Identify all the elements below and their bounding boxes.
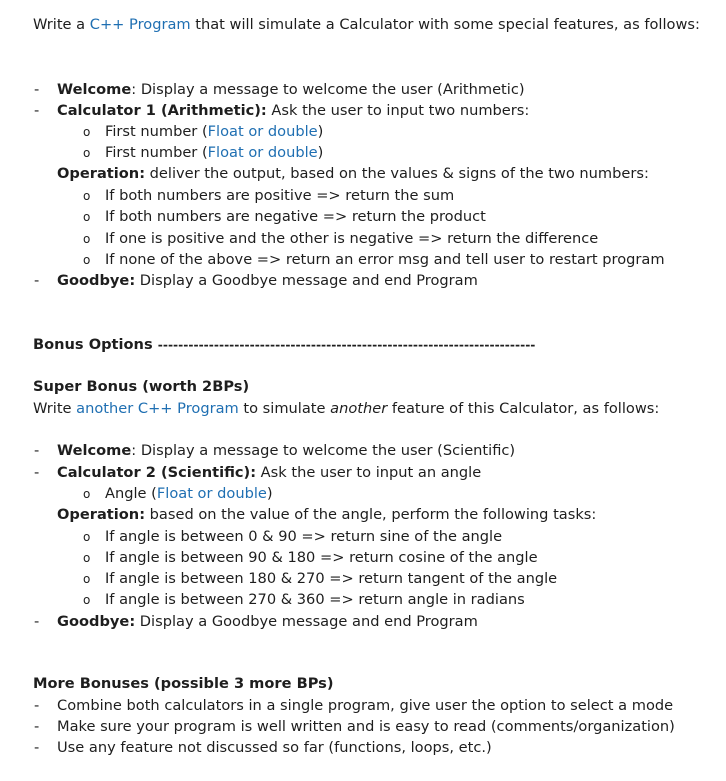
dash-marker: - xyxy=(34,739,40,756)
p2-calc-text: Ask the user to input an angle xyxy=(256,464,482,481)
dash-marker: - xyxy=(34,272,40,289)
intro-link: C++ Program xyxy=(89,16,191,33)
p1-input-1-close: ) xyxy=(317,123,324,140)
p1-goodbye-label: Goodbye: xyxy=(57,272,136,289)
p1-calc xyxy=(57,101,529,121)
p2-welcome-label: Welcome xyxy=(57,442,132,459)
bullet-marker: o xyxy=(83,593,91,607)
bullet-marker: o xyxy=(83,487,91,501)
p2-rule: If angle is between 0 & 90 => return sine of the angle xyxy=(105,528,503,545)
p1-input-1-type: Float or double xyxy=(207,123,318,140)
p1-rule: If both numbers are positive => return the sum xyxy=(105,187,455,204)
super-bonus-heading: Super Bonus (worth 2BPs) xyxy=(33,378,250,395)
p2-rule: If angle is between 270 & 360 => return angle in radians xyxy=(105,591,525,608)
p1-input-1-label: First number ( xyxy=(105,123,208,140)
p1-input-2-label: First number ( xyxy=(105,144,208,161)
p1-operation-text: deliver the output, based on the values & signs of the two numbers: xyxy=(145,165,649,182)
bullet-marker: o xyxy=(83,551,91,565)
p2-goodbye xyxy=(57,612,478,632)
p1-welcome-text: : Display a message to welcome the user (Arithmetic) xyxy=(131,81,525,98)
more-bonus-item: Make sure your program is well written and is easy to read (comments/organization) xyxy=(57,718,675,735)
p2-goodbye-label: Goodbye: xyxy=(57,613,136,630)
dash-marker: - xyxy=(34,697,40,714)
p1-input-2 xyxy=(105,143,323,163)
bullet-marker: o xyxy=(83,125,91,139)
p2-input xyxy=(105,484,273,504)
intro-paragraph xyxy=(33,15,700,35)
more-bonus-item: Combine both calculators in a single program, give user the option to select a mode xyxy=(57,697,674,714)
p1-goodbye-text: Display a Goodbye message and end Program xyxy=(135,272,478,289)
super-bonus-post: feature of this Calculator, as follows: xyxy=(387,400,660,417)
intro-pre: Write a xyxy=(33,16,90,33)
dash-marker: - xyxy=(34,613,40,630)
p1-input-2-close: ) xyxy=(317,144,324,161)
bonus-heading xyxy=(33,335,535,355)
p1-rule: If none of the above => return an error msg and tell user to restart program xyxy=(105,251,665,268)
super-bonus-pre: Write xyxy=(33,400,77,417)
super-bonus-mid: to simulate xyxy=(238,400,331,417)
bullet-marker: o xyxy=(83,253,91,267)
p2-welcome xyxy=(57,441,515,461)
p1-operation xyxy=(57,164,649,184)
p2-rule: If angle is between 90 & 180 => return cosine of the angle xyxy=(105,549,538,566)
p2-input-close: ) xyxy=(266,485,273,502)
p2-calc-label: Calculator 2 (Scientific): xyxy=(57,464,257,481)
p2-operation xyxy=(57,505,596,525)
p2-input-type: Float or double xyxy=(156,485,267,502)
more-bonuses-heading: More Bonuses (possible 3 more BPs) xyxy=(33,675,334,692)
super-bonus-link: another C++ Program xyxy=(76,400,239,417)
p1-calc-text: Ask the user to input two numbers: xyxy=(266,102,530,119)
dash-marker: - xyxy=(34,81,40,98)
super-bonus-emph: another xyxy=(330,400,388,417)
p2-calc xyxy=(57,463,481,483)
bullet-marker: o xyxy=(83,189,91,203)
p2-input-label: Angle ( xyxy=(105,485,157,502)
bullet-marker: o xyxy=(83,232,91,246)
p1-welcome xyxy=(57,80,525,100)
bullet-marker: o xyxy=(83,530,91,544)
p2-operation-label: Operation: xyxy=(57,506,146,523)
bonus-heading-text: Bonus Options xyxy=(33,336,153,353)
dash-marker: - xyxy=(34,442,40,459)
bullet-marker: o xyxy=(83,572,91,586)
more-bonus-item: Use any feature not discussed so far (functions, loops, etc.) xyxy=(57,739,492,756)
super-bonus-paragraph xyxy=(33,399,659,419)
p2-rule: If angle is between 180 & 270 => return tangent of the angle xyxy=(105,570,558,587)
bonus-divider: -------------------------------------------------------------------------- xyxy=(157,338,536,352)
intro-post: that will simulate a Calculator with some special features, as follows: xyxy=(190,16,700,33)
p1-welcome-label: Welcome xyxy=(57,81,132,98)
p2-operation-text: based on the value of the angle, perform the following tasks: xyxy=(145,506,597,523)
p1-goodbye xyxy=(57,271,478,291)
p2-welcome-text: : Display a message to welcome the user (Scientific) xyxy=(131,442,516,459)
p1-rule: If both numbers are negative => return the product xyxy=(105,208,486,225)
dash-marker: - xyxy=(34,102,40,119)
p1-operation-label: Operation: xyxy=(57,165,146,182)
dash-marker: - xyxy=(34,718,40,735)
p1-rule: If one is positive and the other is negative => return the difference xyxy=(105,230,599,247)
bullet-marker: o xyxy=(83,210,91,224)
p1-input-2-type: Float or double xyxy=(207,144,318,161)
bullet-marker: o xyxy=(83,146,91,160)
p2-goodbye-text: Display a Goodbye message and end Program xyxy=(135,613,478,630)
dash-marker: - xyxy=(34,464,40,481)
p1-calc-label: Calculator 1 (Arithmetic): xyxy=(57,102,267,119)
p1-input-1 xyxy=(105,122,323,142)
